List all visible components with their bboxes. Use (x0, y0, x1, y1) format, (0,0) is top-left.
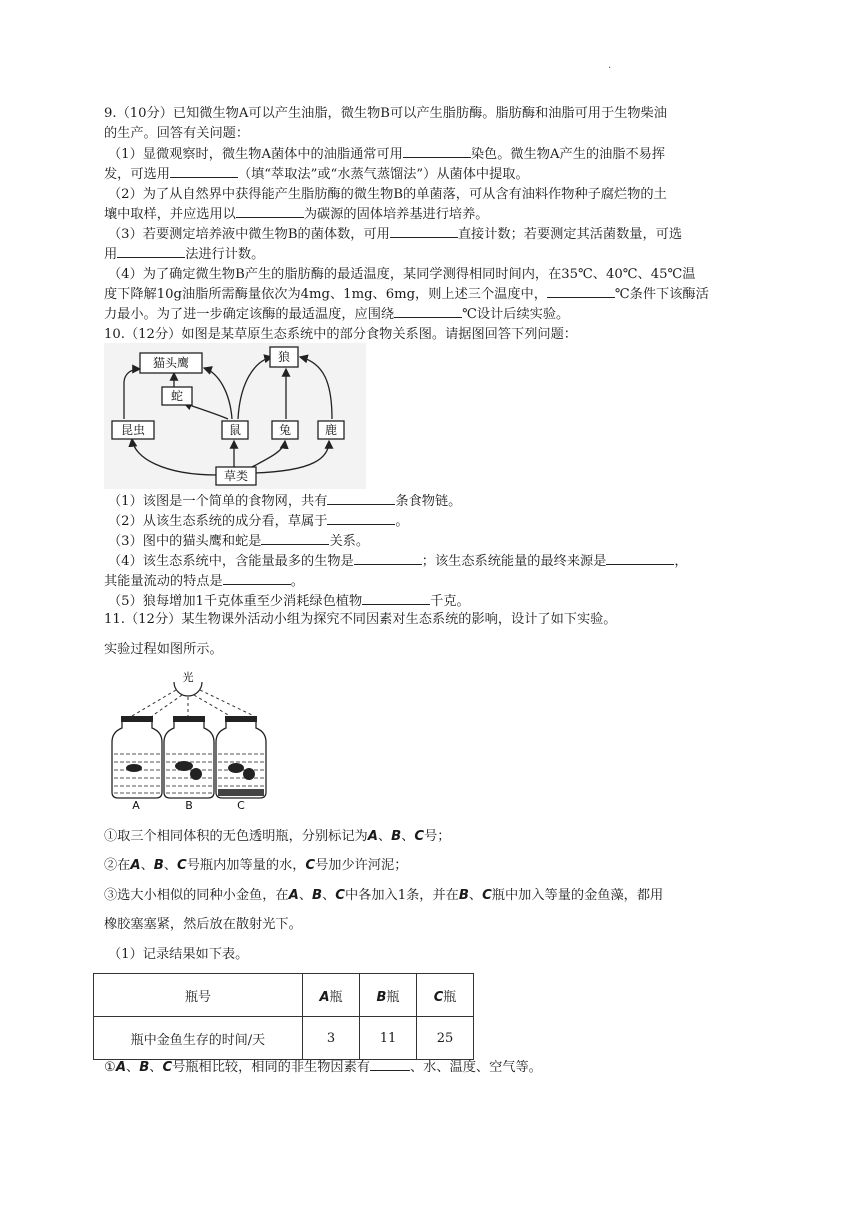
q9-part1-line-2: 发，可选用 （填“萃取法”或“水蒸气蒸馏法”）从菌体中提取。 (104, 167, 529, 182)
q11-intro: 实验过程如图所示。 (104, 642, 223, 657)
q9-line-1: 9.（10分）已知微生物A可以产生油脂，微生物B可以产生脂肪酶。脂肪酶和油脂可用于生物柴油 (104, 106, 667, 121)
q10-part4-line-2: 其能量流动的特点是 。 (104, 574, 304, 589)
answer-blank (394, 305, 462, 318)
food-web-diagram (104, 343, 366, 489)
q9-part1-line-1: （1）显微观察时，微生物A菌体中的油脂通常可用 染色。微生物A产生的油脂不易挥 (108, 147, 666, 162)
q9-part3-line-1: （3）若要测定培养液中微生物B的菌体数，可用 直接计数；若要测定其活菌数量，可选 (108, 227, 683, 242)
table-row-label: 瓶中金鱼生存的时间/天 (94, 1017, 303, 1060)
answer-blank (223, 572, 291, 585)
answer-blank (390, 225, 458, 238)
q9-part4-line-2: 度下降解10g油脂所需酶量依次为4mg、1mg、6mg，则上述三个温度中， ℃条件下该酶活 (104, 287, 709, 302)
q10-part4-line-1: （4）该生态系统中，含能量最多的生物是 ；该生态系统能量的最终来源是 ， (108, 554, 688, 569)
table-header-cell: B瓶 (360, 974, 417, 1017)
q10-title: 10.（12分）如图是某草原生态系统中的部分食物关系图。请据图回答下列问题： (104, 327, 577, 342)
q10-part5: （5）狼每增加1千克体重至少消耗绿色植物 千克。 (108, 594, 470, 609)
table-row (94, 1017, 474, 1060)
q10-part2: （2）从该生态系统的成分看，草属于 。 (108, 514, 409, 529)
table-cell: 3 (303, 1017, 360, 1060)
bottle-experiment-figure (104, 668, 284, 810)
q9-part3-line-2: 用 法进行计数。 (104, 247, 265, 262)
answer-blank (170, 165, 238, 178)
answer-blank (606, 552, 674, 565)
bottle-label-b: B (185, 799, 193, 810)
node-deer: 鹿 (324, 423, 338, 437)
table-header-cell: A瓶 (303, 974, 360, 1017)
table-header-cell: C瓶 (417, 974, 474, 1017)
answer-blank (327, 512, 395, 525)
node-wolf: 狼 (277, 350, 291, 364)
q10-part3: （3）图中的猫头鹰和蛇是 关系。 (108, 534, 370, 549)
answer-blank (370, 1058, 410, 1071)
q11-step-2: ②在A、B、C号瓶内加等量的水，C号加少许河泥； (104, 858, 408, 873)
q9-part4-line-1: （4）为了确定微生物B产生的脂肪酶的最适温度，某同学测得相同时间内，在35℃、40℃、45℃温 (108, 267, 696, 282)
q9-part2-line-2: 壤中取样，并应选用以 为碳源的固体培养基进行培养。 (104, 207, 489, 222)
table-cell: 11 (360, 1017, 417, 1060)
table-cell: 25 (417, 1017, 474, 1060)
answer-blank (403, 145, 471, 158)
bottle-label-c: C (237, 799, 245, 810)
q11-title: 11.（12分）某生物课外活动小组为探究不同因素对生态系统的影响，设计了如下实验。 (104, 612, 617, 627)
q9-line-2: 的生产。回答有关问题： (104, 126, 250, 141)
q10-part1: （1）该图是一个简单的食物网，共有 条食物链。 (108, 494, 462, 509)
node-owl: 猫头鹰 (152, 356, 190, 370)
header-dot: . (608, 60, 612, 71)
light-label: 光 (182, 671, 194, 684)
q9-part2-line-1: （2）为了从自然界中获得能产生脂肪酶的微生物B的单菌落，可从含有油料作物种子腐烂物的土 (108, 187, 667, 202)
node-grass: 草类 (223, 469, 249, 483)
answer-blank (327, 492, 395, 505)
q11-step-3-line-1: ③选大小相似的同种小金鱼，在A、B、C中各加入1条，并在B、C瓶中加入等量的金鱼藻，都用 (104, 888, 664, 903)
answer-blank (362, 592, 430, 605)
results-table (93, 973, 474, 1060)
answer-blank (547, 285, 615, 298)
q11-step-3-line-2: 橡胶塞塞紧，然后放在散射光下。 (104, 917, 302, 932)
answer-blank (261, 532, 329, 545)
answer-blank (236, 205, 304, 218)
q11-question-1: ①A、B、C号瓶相比较，相同的非生物因素有 、水、温度、空气等。 (104, 1060, 542, 1075)
q11-record-intro: （1）记录结果如下表。 (108, 947, 249, 962)
node-rabbit: 兔 (278, 423, 292, 437)
answer-blank (117, 245, 185, 258)
bottle-label-a: A (132, 799, 140, 810)
q11-step-1: ①取三个相同体积的无色透明瓶，分别标记为A、B、C号； (104, 829, 451, 844)
node-snake: 蛇 (170, 389, 184, 403)
table-row (94, 974, 474, 1017)
table-header-cell: 瓶号 (94, 974, 303, 1017)
node-mouse: 鼠 (228, 423, 242, 437)
answer-blank (354, 552, 422, 565)
node-insect: 昆虫 (120, 423, 146, 437)
q9-part4-line-3: 力最小。为了进一步确定该酶的最适温度，应围绕 ℃设计后续实验。 (104, 307, 570, 322)
